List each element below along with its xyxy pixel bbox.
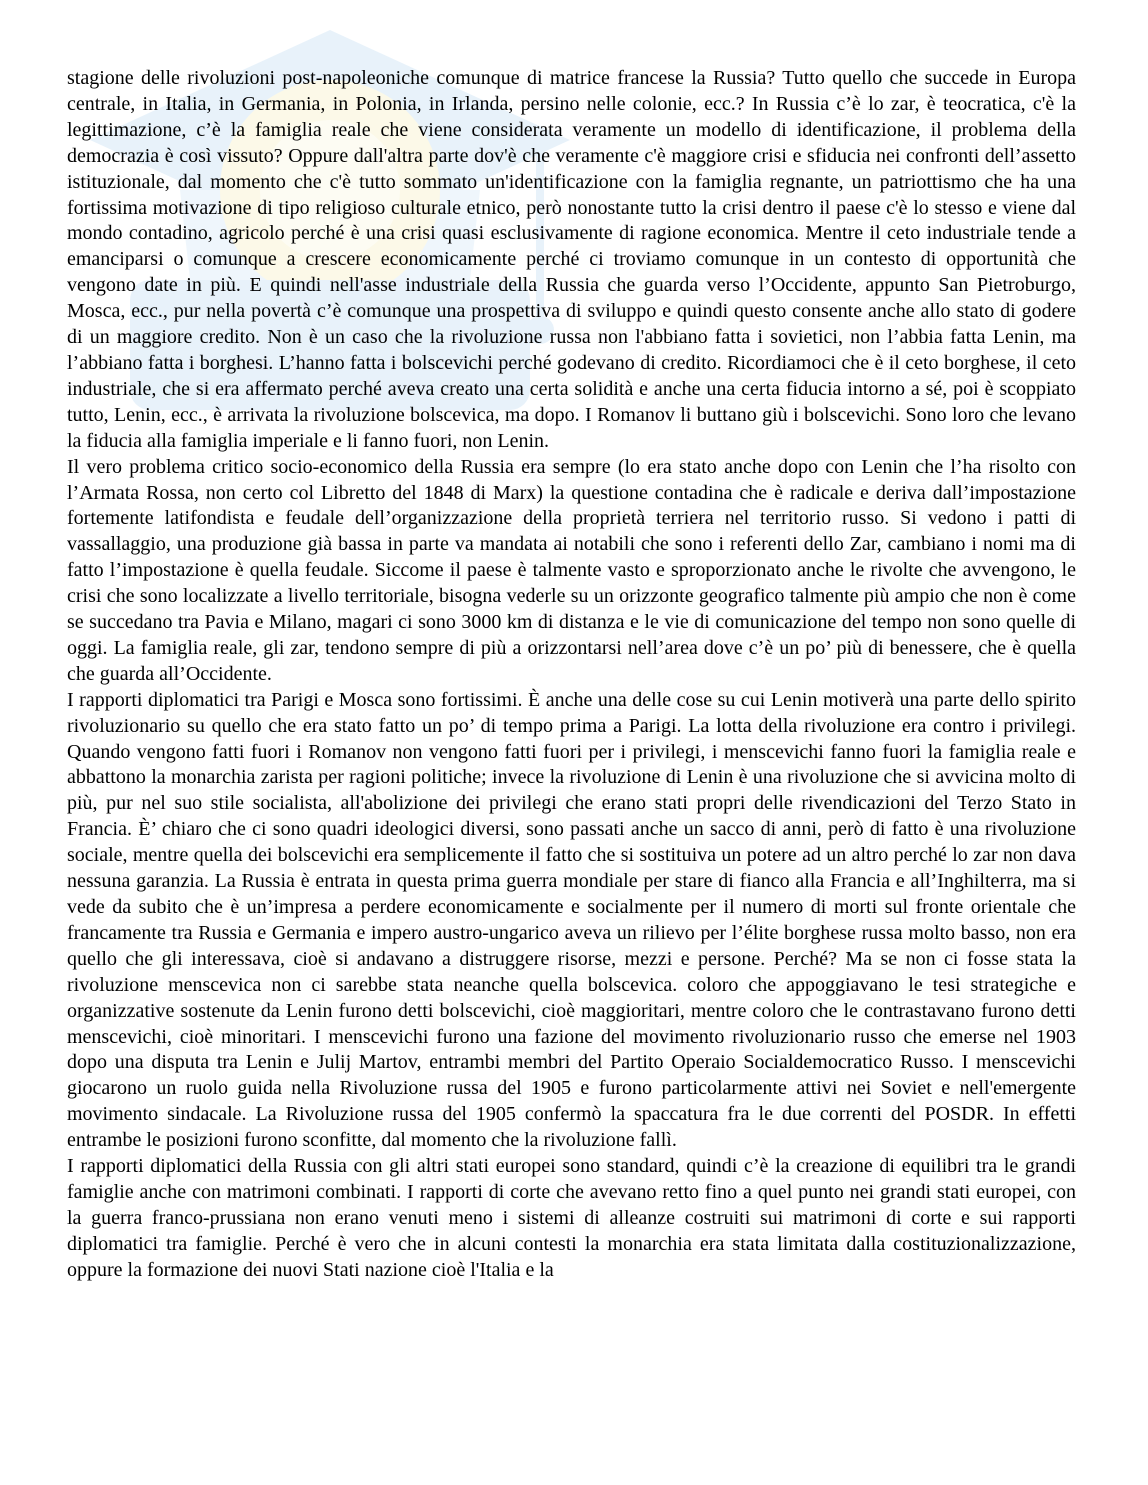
- body-text: [67, 66, 1076, 1284]
- paragraph: stagione delle rivoluzioni post-napoleoniche comunque di matrice francese la Russia? Tutto quello che succede in Europa centrale, in Italia, in Germania, in Polonia, in Irlanda, persino nelle colonie, ecc.? In Russia c’è lo zar, è teocratica, c'è la legittimazione, c’è la famiglia reale che viene considerata veramente un modello di identificazione, il problema della democrazia è così vissuto? Oppure dall'altra parte dov'è che veramente c'è maggiore crisi e sfiducia nei confronti dell’assetto istituzionale, dal momento che c'è tutto sommato un'identificazione con la famiglia regnante, un patriottismo che ha una fortissima motivazione di tipo religioso culturale etnico, però nonostante tutto la crisi dentro il paese c'è lo stesso e viene dal mondo contadino, agricolo perché è una crisi quasi esclusivamente di ragione economica. Mentre il ceto industriale tende a emanciparsi o comunque a crescere economicamente perché ci troviamo comunque in un contesto di opportunità che vengono date in più. E quindi nell'asse industriale della Russia che guarda verso l’Occidente, appunto San Pietroburgo, Mosca, ecc., pur nella povertà c’è comunque una prospettiva di sviluppo e quindi questo consente anche allo stato di godere di un maggiore credito. Non è un caso che la rivoluzione russa non l'abbiano fatta i sovietici, non l’abbia fatta Lenin, ma l’abbiano fatta i borghesi. L’hanno fatta i bolscevichi perché godevano di credito. Ricordiamoci che è il ceto borghese, il ceto industriale, che si era affermato perché aveva creato una certa solidità e anche una certa fiducia intorno a sé, poi è scoppiato tutto, Lenin, ecc., è arrivata la rivoluzione bolscevica, ma dopo. I Romanov li buttano giù i bolscevichi. Sono loro che levano la fiducia alla famiglia imperiale e li fanno fuori, non Lenin.: [67, 67, 1076, 452]
- paragraph: I rapporti diplomatici tra Parigi e Mosca sono fortissimi. È anche una delle cose su cui Lenin motiverà una parte dello spirito rivoluzionario su quello che era stato fatto un po’ di tempo prima a Parigi. La lotta della rivoluzione era contro i privilegi. Quando vengono fatti fuori i Romanov non vengono fatti fuori per i privilegi, i menscevichi fanno fuori la famiglia reale e abbattono la monarchia zarista per ragioni politiche; invece la rivoluzione di Lenin è una rivoluzione che si avvicina molto di più, pur nel suo stile socialista, all'abolizione dei privilegi che erano stati propri delle rivendicazioni del Terzo Stato in Francia. È’ chiaro che ci sono quadri ideologici diversi, sono passati anche un sacco di anni, però di fatto è una rivoluzione sociale, mentre quella dei bolscevichi era semplicemente il fatto che si sostituiva un potere ad un altro perché lo zar non dava nessuna garanzia. La Russia è entrata in questa prima guerra mondiale per stare di fianco alla Francia e all’Inghilterra, ma si vede da subito che è un’impresa a perdere economicamente e socialmente per il numero di morti sul fronte orientale che francamente tra Russia e Germania e impero austro-ungarico aveva un rilievo per l’élite borghese russa molto basso, non era quello che gli interessava, cioè si andavano a distruggere risorse, mezzi e persone. Perché? Ma se non ci fosse stata la rivoluzione menscevica non ci sarebbe stata neanche quella bolscevica. coloro che appoggiavano le tesi strategiche e organizzative sostenute da Lenin furono detti bolscevichi, cioè maggioritari, mentre coloro che le contrastavano furono detti menscevichi, cioè minoritari. I menscevichi furono una fazione del movimento rivoluzionario russo che emerse nel 1903 dopo una disputa tra Lenin e Julij Martov, entrambi membri del Partito Operaio Socialdemocratico Russo. I menscevichi giocarono un ruolo guida nella Rivoluzione russa del 1905 e furono particolarmente attivi nei Soviet e nell'emergente movimento sindacale. La Rivoluzione russa del 1905 confermò la spaccatura fra le due correnti del POSDR. In effetti entrambe le posizioni furono sconfitte, dal momento che la rivoluzione fallì.: [67, 688, 1076, 1152]
- paragraph: I rapporti diplomatici della Russia con gli altri stati europei sono standard, quindi c’è la creazione di equilibri tra le grandi famiglie anche con matrimoni combinati. I rapporti di corte che avevano retto fino a quel punto nei grandi stati europei, con la guerra franco-prussiana non erano venuti meno i sistemi di alleanze costruiti sui matrimoni di corte e sui rapporti diplomatici tra famiglie. Perché è vero che in alcuni contesti la monarchia era stata limitata dalla costituzionalizzazione, oppure la formazione dei nuovi Stati nazione cioè l'Italia e la: [67, 1155, 1076, 1281]
- paragraph: Il vero problema critico socio-economico della Russia era sempre (lo era stato anche dopo con Lenin che l’ha risolto con l’Armata Rossa, non certo col Libretto del 1848 di Marx) la questione contadina che è radicale e deriva dall’impostazione fortemente latifondista e feudale dell’organizzazione della proprietà terriera nel territorio russo. Si vedono i patti di vassallaggio, una produzione già bassa in parte va mandata ai notabili che sono i referenti dello Zar, cambiano i nomi ma di fatto l’impostazione è quella feudale. Siccome il paese è talmente vasto e sproporzionato anche le rivolte che avvengono, le crisi che sono localizzate a livello territoriale, bisogna vederle su un orizzonte geografico talmente più ampio che non è come se succedano tra Pavia e Milano, magari ci sono 3000 km di distanza e le vie di comunicazione del tempo non sono quelle di oggi. La famiglia reale, gli zar, tendono sempre di più a orizzontarsi nell’area dove c’è un po’ più di benessere, che è quella che guarda all’Occidente.: [67, 455, 1076, 685]
